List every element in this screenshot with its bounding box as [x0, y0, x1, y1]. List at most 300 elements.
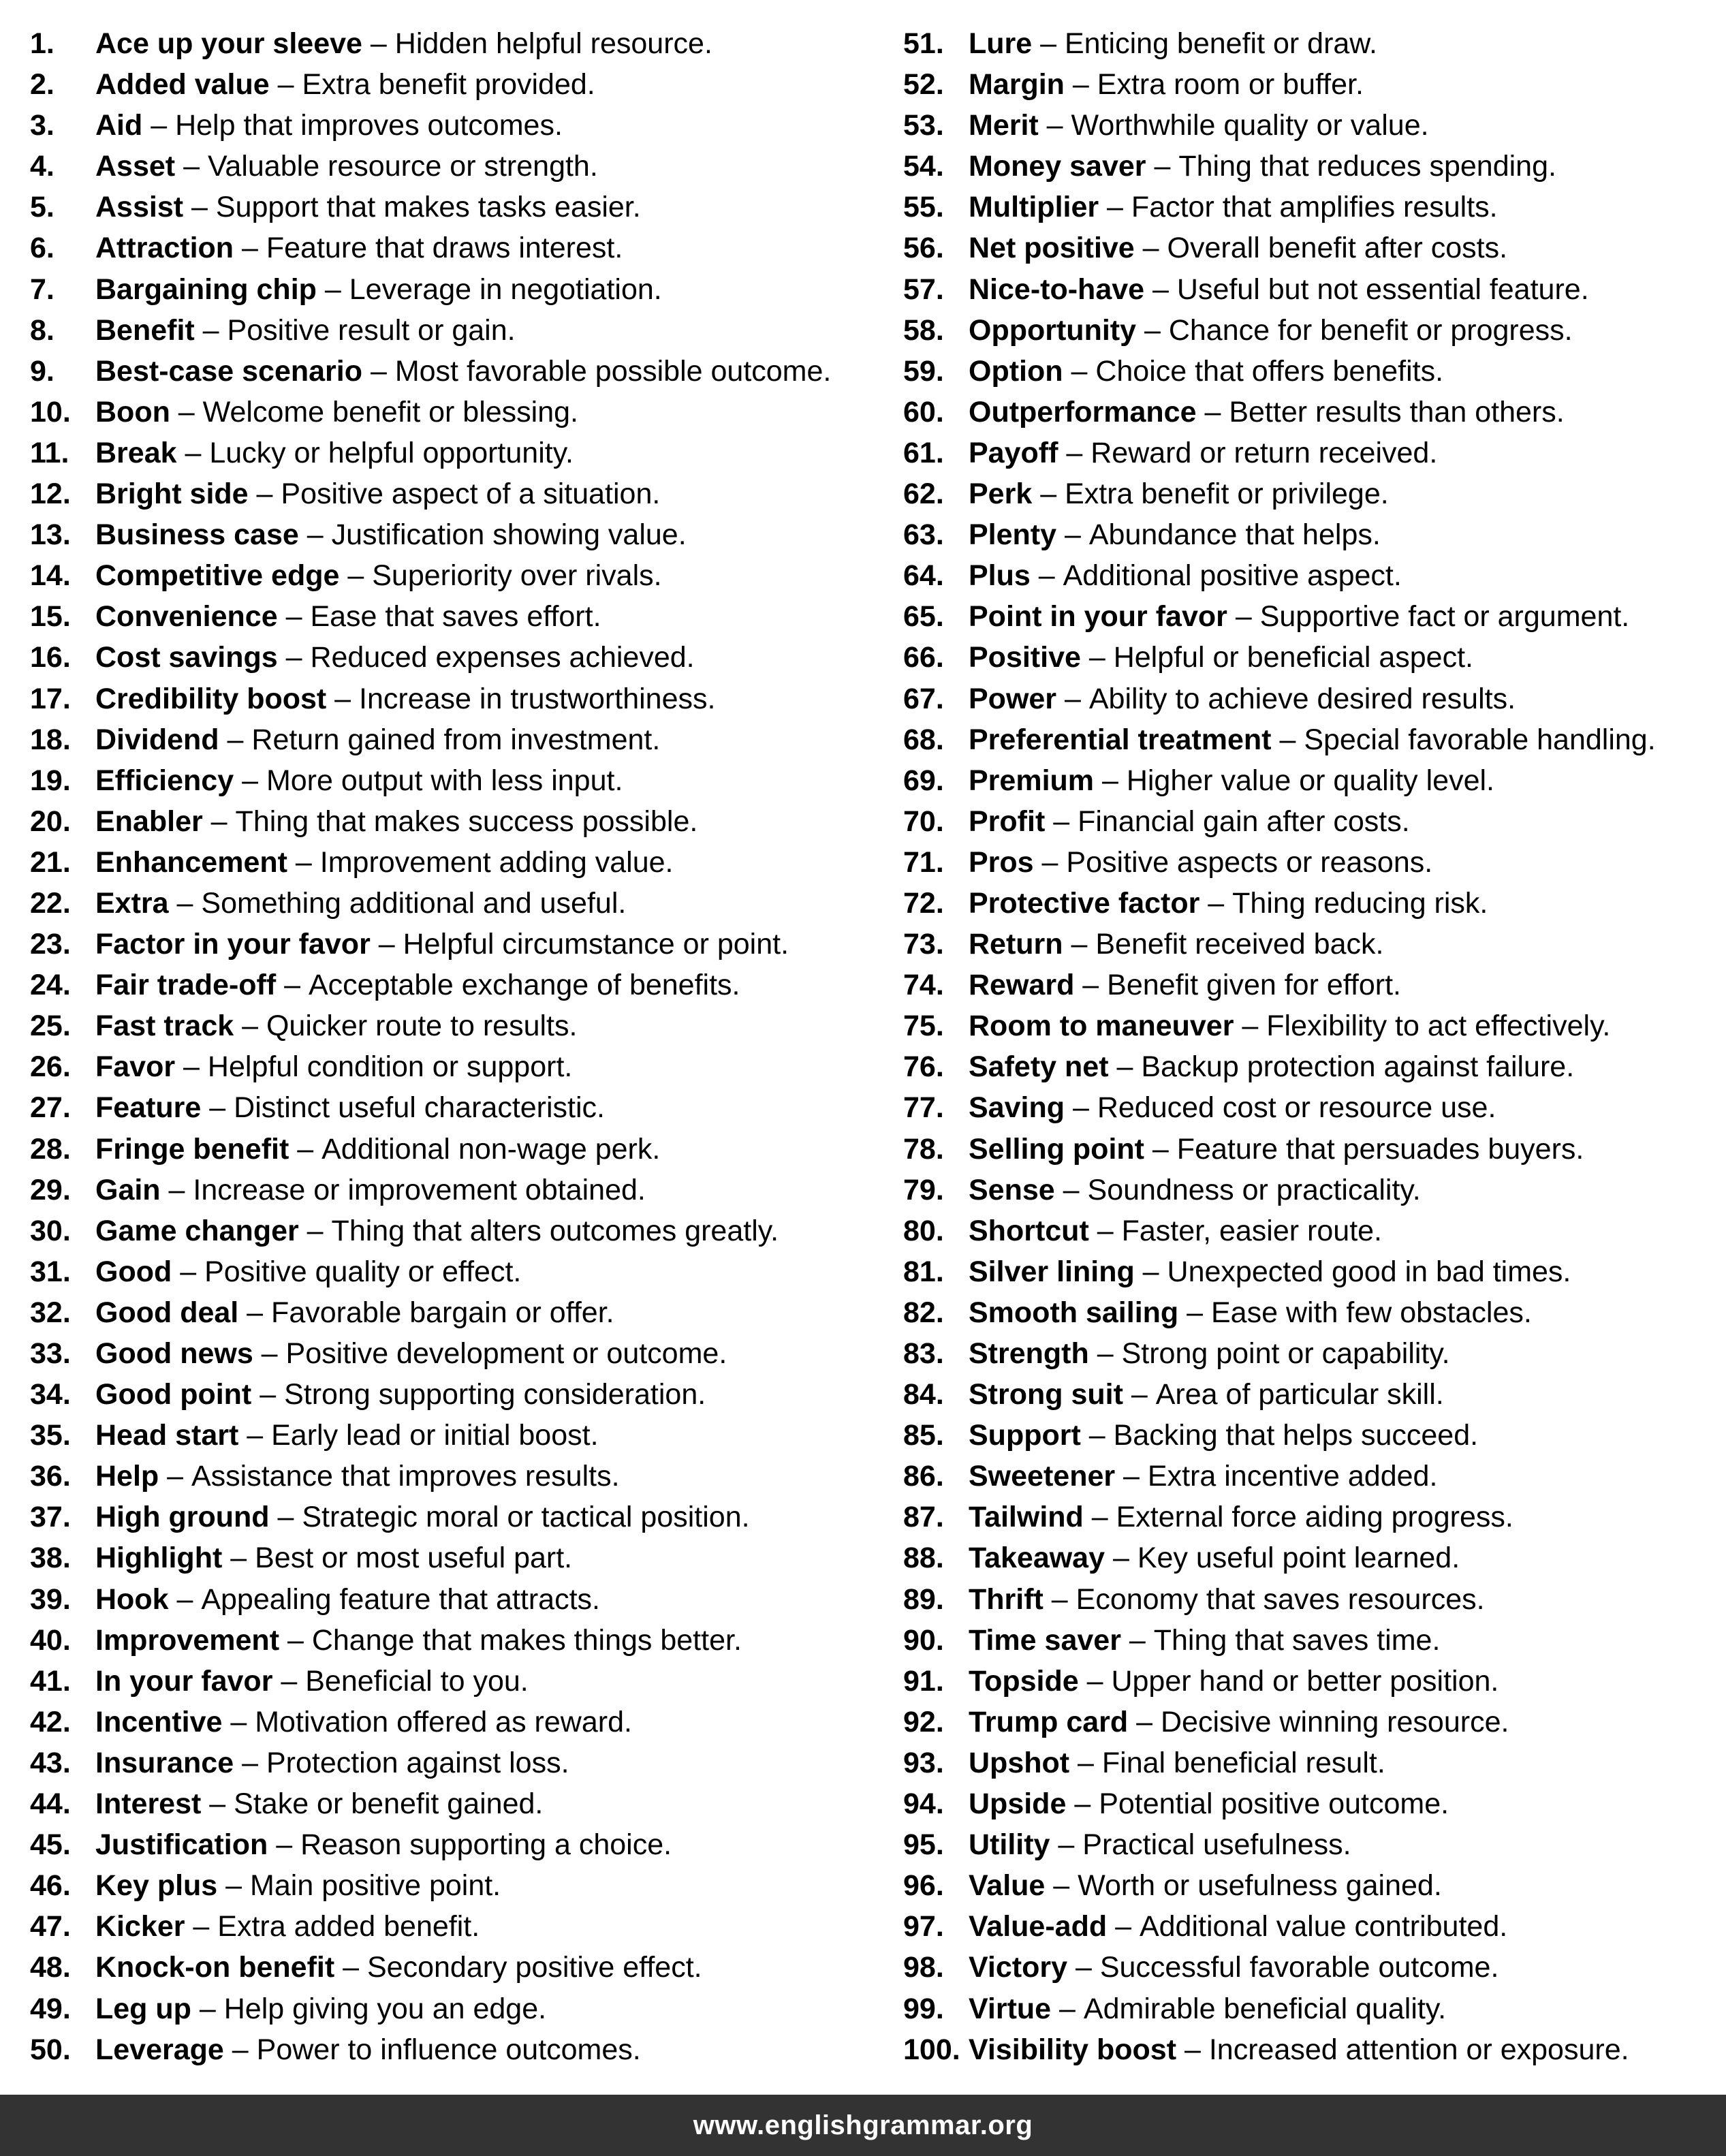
item-separator: –: [1063, 928, 1096, 961]
item-term: Fair trade-off: [95, 969, 277, 1002]
item-number: 70.: [903, 804, 944, 838]
item-separator: –: [1105, 1542, 1137, 1575]
item-definition: Most favorable possible outcome.: [394, 354, 832, 388]
item-number: 100.: [903, 2033, 960, 2066]
item-definition: Practical usefulness.: [1082, 1828, 1351, 1862]
item-term: Strong suit: [969, 1378, 1123, 1411]
item-term: Sweetener: [969, 1460, 1116, 1493]
list-item: [30, 558, 881, 599]
item-number: 72.: [903, 886, 944, 920]
list-item: [30, 763, 881, 804]
item-separator: –: [1178, 1296, 1211, 1329]
item-number: 52.: [903, 68, 944, 101]
item-number: 5.: [30, 191, 54, 224]
item-separator: –: [1056, 682, 1089, 715]
item-number: 57.: [903, 272, 944, 306]
list-item: [903, 558, 1721, 599]
item-separator: –: [298, 518, 332, 552]
item-number: 42.: [30, 1705, 71, 1738]
item-number: 39.: [30, 1582, 71, 1616]
item-number: 67.: [903, 682, 944, 715]
item-definition: Admirable beneficial quality.: [1083, 1992, 1447, 2025]
item-separator: –: [238, 1419, 272, 1452]
list-item: [30, 886, 881, 926]
item-definition: Distinct useful characteristic.: [234, 1091, 606, 1125]
item-number: 6.: [30, 232, 54, 265]
item-separator: –: [234, 1746, 266, 1779]
item-definition: Best or most useful part.: [255, 1542, 573, 1575]
item-term: Pros: [969, 845, 1034, 879]
item-number: 1.: [30, 27, 54, 60]
item-definition: Extra benefit provided.: [302, 68, 595, 101]
item-separator: –: [316, 272, 349, 306]
list-item: [30, 1827, 881, 1868]
item-separator: –: [185, 1910, 218, 1943]
item-term: Selling point: [969, 1132, 1144, 1166]
item-term: Payoff: [969, 436, 1058, 469]
item-number: 51.: [903, 27, 944, 60]
item-term: Smooth sailing: [969, 1296, 1179, 1329]
item-definition: Justification showing value.: [331, 518, 687, 552]
item-term: Money saver: [969, 150, 1146, 183]
item-separator: –: [234, 1010, 266, 1043]
item-number: 89.: [903, 1582, 944, 1616]
item-term: Upshot: [969, 1746, 1070, 1779]
item-definition: Ease that saves effort.: [310, 600, 601, 634]
item-number: 34.: [30, 1378, 71, 1411]
item-definition: Benefit given for effort.: [1107, 969, 1402, 1002]
item-separator: –: [1134, 1255, 1167, 1288]
item-definition: Upper hand or better position.: [1111, 1664, 1499, 1698]
item-separator: –: [219, 723, 252, 756]
item-number: 79.: [903, 1173, 944, 1206]
item-definition: Helpful or beneficial aspect.: [1113, 641, 1473, 674]
list-item: [30, 2032, 881, 2073]
item-number: 16.: [30, 641, 71, 674]
item-definition: Thing that makes success possible.: [235, 804, 698, 838]
item-definition: Soundness or practicality.: [1087, 1173, 1421, 1206]
list-item: [903, 67, 1721, 108]
item-definition: Appealing feature that attracts.: [201, 1582, 600, 1616]
item-definition: Extra benefit or privilege.: [1065, 478, 1389, 511]
list-item: [30, 926, 881, 967]
item-number: 69.: [903, 764, 944, 797]
item-definition: Thing that alters outcomes greatly.: [331, 1214, 779, 1247]
item-number: 87.: [903, 1501, 944, 1534]
list-item: [903, 1786, 1721, 1827]
item-separator: –: [201, 1787, 234, 1821]
item-separator: –: [370, 928, 403, 961]
item-separator: –: [170, 395, 203, 428]
list-item: [903, 845, 1721, 886]
item-term: Help: [95, 1460, 159, 1493]
item-separator: –: [1078, 1664, 1112, 1698]
list-item: [903, 1623, 1721, 1663]
item-definition: Assistance that improves results.: [191, 1460, 620, 1493]
list-item: [30, 108, 881, 149]
list-item: [903, 1172, 1721, 1213]
item-number: 73.: [903, 928, 944, 961]
item-separator: –: [334, 1951, 367, 1984]
list-item: [903, 599, 1721, 640]
item-separator: –: [1032, 27, 1065, 60]
item-definition: Reason supporting a choice.: [300, 1828, 672, 1862]
list-item: [903, 926, 1721, 967]
item-number: 98.: [903, 1951, 944, 1984]
item-term: Enabler: [95, 804, 203, 838]
item-term: Competitive edge: [95, 559, 340, 593]
item-separator: –: [1063, 354, 1096, 388]
item-term: Enhancement: [95, 845, 287, 879]
list-item: [30, 1131, 881, 1172]
list-item: [903, 1827, 1721, 1868]
item-definition: Strategic moral or tactical position.: [302, 1501, 750, 1534]
left-column: [30, 26, 881, 2073]
item-separator: –: [1099, 191, 1131, 224]
item-term: Game changer: [95, 1214, 299, 1247]
item-term: Takeaway: [969, 1542, 1105, 1575]
item-term: Efficiency: [95, 764, 234, 797]
item-definition: Extra added benefit.: [217, 1910, 480, 1943]
item-number: 71.: [903, 845, 944, 879]
item-definition: Beneficial to you.: [305, 1664, 529, 1698]
item-number: 85.: [903, 1419, 944, 1452]
item-number: 58.: [903, 313, 944, 347]
item-definition: Helpful condition or support.: [207, 1050, 573, 1084]
item-definition: Increased attention or exposure.: [1208, 2033, 1629, 2066]
item-separator: –: [1134, 232, 1167, 265]
item-term: Trump card: [969, 1705, 1129, 1738]
list-item: [903, 1295, 1721, 1336]
item-term: Head start: [95, 1419, 239, 1452]
item-separator: –: [1088, 1214, 1122, 1247]
item-number: 31.: [30, 1255, 71, 1288]
item-definition: Acceptable exchange of benefits.: [309, 969, 740, 1002]
list-item: [903, 1991, 1721, 2032]
item-number: 63.: [903, 518, 944, 552]
item-number: 82.: [903, 1296, 944, 1329]
item-separator: –: [183, 191, 216, 224]
item-separator: –: [1080, 641, 1114, 674]
list-item: [30, 845, 881, 886]
item-definition: Thing that saves time.: [1153, 1623, 1441, 1657]
item-separator: –: [1054, 1173, 1088, 1206]
item-number: 38.: [30, 1542, 71, 1575]
item-separator: –: [248, 478, 281, 511]
item-term: Power: [969, 682, 1057, 715]
item-definition: Supportive fact or argument.: [1259, 600, 1630, 634]
item-definition: Final beneficial result.: [1101, 1746, 1385, 1779]
item-definition: Backup protection against failure.: [1141, 1050, 1575, 1084]
item-term: Business case: [95, 518, 299, 552]
list-item: [30, 189, 881, 230]
item-term: Sense: [969, 1173, 1055, 1206]
item-definition: Decisive winning resource.: [1160, 1705, 1509, 1738]
item-number: 17.: [30, 682, 71, 715]
item-number: 19.: [30, 764, 71, 797]
item-separator: –: [194, 313, 227, 347]
item-separator: –: [1030, 559, 1063, 593]
item-separator: –: [1051, 1992, 1084, 2025]
item-number: 60.: [903, 395, 944, 428]
item-definition: External force aiding progress.: [1116, 1501, 1513, 1534]
list-item: [30, 722, 881, 763]
list-item: [903, 1540, 1721, 1581]
list-item: [30, 354, 881, 394]
item-separator: –: [1199, 886, 1233, 920]
item-number: 22.: [30, 886, 71, 920]
item-separator: –: [1094, 764, 1127, 797]
item-definition: Return gained from investment.: [251, 723, 661, 756]
item-number: 10.: [30, 395, 71, 428]
item-number: 46.: [30, 1869, 71, 1903]
item-term: Perk: [969, 478, 1033, 511]
item-definition: Special favorable handling.: [1304, 723, 1656, 756]
item-separator: –: [362, 27, 395, 60]
item-separator: –: [1038, 109, 1071, 142]
item-term: Fringe benefit: [95, 1132, 289, 1166]
item-definition: Abundance that helps.: [1088, 518, 1381, 552]
item-definition: Hidden helpful resource.: [394, 27, 712, 60]
item-definition: Potential positive outcome.: [1099, 1787, 1449, 1821]
item-number: 29.: [30, 1173, 71, 1206]
item-term: Highlight: [95, 1542, 223, 1575]
list-item: [30, 1991, 881, 2032]
footer-url[interactable]: www.englishgrammar.org: [693, 2110, 1033, 2140]
item-number: 14.: [30, 559, 71, 593]
item-number: 15.: [30, 600, 71, 634]
item-term: Plenty: [969, 518, 1057, 552]
item-separator: –: [287, 845, 320, 879]
item-separator: –: [1065, 1091, 1097, 1125]
item-number: 4.: [30, 150, 54, 183]
item-number: 47.: [30, 1910, 71, 1943]
item-definition: Reduced expenses achieved.: [310, 641, 695, 674]
item-number: 28.: [30, 1132, 71, 1166]
item-term: High ground: [95, 1501, 270, 1534]
item-term: Bargaining chip: [95, 272, 317, 306]
item-separator: –: [298, 1214, 332, 1247]
item-term: Victory: [969, 1951, 1067, 1984]
list-item: [30, 1418, 881, 1458]
item-separator: –: [1234, 1010, 1267, 1043]
item-term: Topside: [969, 1664, 1079, 1698]
item-term: Gain: [95, 1173, 161, 1206]
item-number: 7.: [30, 272, 54, 306]
item-term: Asset: [95, 150, 176, 183]
item-term: Attraction: [95, 232, 234, 265]
list-item: [30, 149, 881, 189]
item-separator: –: [268, 1828, 301, 1862]
item-definition: Ease with few obstacles.: [1211, 1296, 1532, 1329]
item-term: Good deal: [95, 1296, 239, 1329]
item-separator: –: [168, 886, 202, 920]
item-term: Profit: [969, 804, 1046, 838]
list-item: [30, 1786, 881, 1827]
item-term: Factor in your favor: [95, 928, 371, 961]
list-item: [30, 435, 881, 476]
item-separator: –: [168, 1582, 202, 1616]
item-separator: –: [160, 1173, 193, 1206]
item-term: Boon: [95, 395, 170, 428]
item-definition: Backing that helps succeed.: [1113, 1419, 1479, 1452]
item-term: Positive: [969, 641, 1081, 674]
item-term: Nice-to-have: [969, 272, 1145, 306]
item-separator: –: [279, 1623, 312, 1657]
list-item: [903, 272, 1721, 313]
item-term: Extra: [95, 886, 169, 920]
item-term: Room to maneuver: [969, 1010, 1234, 1043]
list-item: [30, 681, 881, 722]
item-separator: –: [234, 764, 266, 797]
item-definition: Valuable resource or strength.: [207, 150, 598, 183]
item-definition: Flexibility to act effectively.: [1266, 1010, 1611, 1043]
list-item: [903, 1049, 1721, 1090]
item-separator: –: [1058, 436, 1091, 469]
item-definition: Positive quality or effect.: [204, 1255, 522, 1288]
item-definition: Useful but not essential feature.: [1176, 272, 1589, 306]
item-definition: Worth or usefulness gained.: [1078, 1869, 1442, 1903]
item-definition: Benefit received back.: [1095, 928, 1384, 961]
list-item: [30, 1950, 881, 1990]
item-separator: –: [1144, 1132, 1177, 1166]
item-separator: –: [289, 1132, 322, 1166]
item-term: Leg up: [95, 1992, 191, 2025]
item-definition: Strong supporting consideration.: [284, 1378, 706, 1411]
item-definition: More output with less input.: [266, 764, 623, 797]
item-definition: Thing reducing risk.: [1232, 886, 1488, 920]
item-term: Fast track: [95, 1010, 234, 1043]
item-term: Benefit: [95, 313, 195, 347]
list-item: [903, 763, 1721, 804]
item-separator: –: [1176, 2033, 1209, 2066]
item-number: 78.: [903, 1132, 944, 1166]
item-number: 92.: [903, 1705, 944, 1738]
item-definition: Increase or improvement obtained.: [193, 1173, 646, 1206]
item-number: 44.: [30, 1787, 71, 1821]
list-item: [903, 476, 1721, 517]
list-item: [903, 189, 1721, 230]
item-number: 62.: [903, 478, 944, 511]
item-number: 80.: [903, 1214, 944, 1247]
item-separator: –: [1144, 272, 1177, 306]
item-separator: –: [1066, 1787, 1099, 1821]
item-number: 86.: [903, 1460, 944, 1493]
item-separator: –: [175, 1050, 208, 1084]
item-term: Credibility boost: [95, 682, 327, 715]
item-separator: –: [1196, 395, 1229, 428]
item-separator: –: [172, 1255, 205, 1288]
item-separator: –: [175, 150, 208, 183]
item-term: Thrift: [969, 1582, 1044, 1616]
item-definition: Positive aspect of a situation.: [281, 478, 661, 511]
list-item: [903, 1868, 1721, 1909]
item-number: 45.: [30, 1828, 71, 1862]
list-item: [903, 1090, 1721, 1131]
list-item: [30, 1377, 881, 1418]
item-definition: Motivation offered as reward.: [255, 1705, 632, 1738]
item-number: 84.: [903, 1378, 944, 1411]
list-item: [30, 67, 881, 108]
item-number: 18.: [30, 723, 71, 756]
item-separator: –: [1064, 68, 1097, 101]
list-item: [903, 1745, 1721, 1786]
item-separator: –: [272, 1664, 306, 1698]
item-term: Leverage: [95, 2033, 224, 2066]
list-item: [30, 1049, 881, 1090]
item-number: 2.: [30, 68, 54, 101]
list-item: [903, 354, 1721, 394]
item-definition: Factor that amplifies results.: [1131, 191, 1498, 224]
item-term: Multiplier: [969, 191, 1099, 224]
list-item: [903, 230, 1721, 271]
list-item: [903, 1008, 1721, 1049]
item-number: 21.: [30, 845, 71, 879]
item-term: Safety net: [969, 1050, 1109, 1084]
item-separator: –: [234, 232, 266, 265]
item-number: 64.: [903, 559, 944, 593]
item-separator: –: [1108, 1050, 1142, 1084]
item-number: 23.: [30, 928, 71, 961]
item-term: Virtue: [969, 1992, 1052, 2025]
item-term: Visibility boost: [969, 2033, 1177, 2066]
item-definition: Protection against loss.: [266, 1746, 569, 1779]
list-item: [30, 313, 881, 354]
item-number: 76.: [903, 1050, 944, 1084]
item-separator: –: [222, 1705, 255, 1738]
item-term: Bright side: [95, 478, 249, 511]
item-separator: –: [1080, 1419, 1114, 1452]
item-separator: –: [1033, 845, 1067, 879]
item-number: 74.: [903, 969, 944, 1002]
item-definition: Higher value or quality level.: [1126, 764, 1494, 797]
item-definition: Helpful circumstance or point.: [403, 928, 789, 961]
item-definition: Extra room or buffer.: [1097, 68, 1364, 101]
item-number: 24.: [30, 969, 71, 1002]
list-item: [903, 1704, 1721, 1745]
item-term: Margin: [969, 68, 1065, 101]
item-term: Assist: [95, 191, 184, 224]
item-definition: Help giving you an edge.: [223, 1992, 547, 2025]
item-definition: Positive result or gain.: [227, 313, 516, 347]
item-definition: Area of particular skill.: [1155, 1378, 1444, 1411]
item-term: Time saver: [969, 1623, 1121, 1657]
list-item: [30, 1254, 881, 1295]
item-term: Lure: [969, 27, 1033, 60]
item-number: 68.: [903, 723, 944, 756]
item-separator: –: [202, 804, 236, 838]
item-number: 90.: [903, 1623, 944, 1657]
item-term: Aid: [95, 109, 143, 142]
item-number: 12.: [30, 478, 71, 511]
item-separator: –: [1045, 804, 1078, 838]
item-separator: –: [1032, 478, 1065, 511]
item-definition: Feature that draws interest.: [266, 232, 623, 265]
list-item: [903, 2032, 1721, 2073]
list-item: [903, 640, 1721, 681]
item-separator: –: [362, 354, 395, 388]
item-separator: –: [1227, 600, 1260, 634]
item-definition: Ability to achieve desired results.: [1088, 682, 1516, 715]
list-item: [903, 1213, 1721, 1254]
item-number: 83.: [903, 1337, 944, 1370]
item-separator: –: [176, 436, 210, 469]
list-item: [30, 1172, 881, 1213]
item-separator: –: [339, 559, 373, 593]
item-definition: Favorable bargain or offer.: [271, 1296, 614, 1329]
item-number: 27.: [30, 1091, 71, 1125]
list-item: [30, 1540, 881, 1581]
